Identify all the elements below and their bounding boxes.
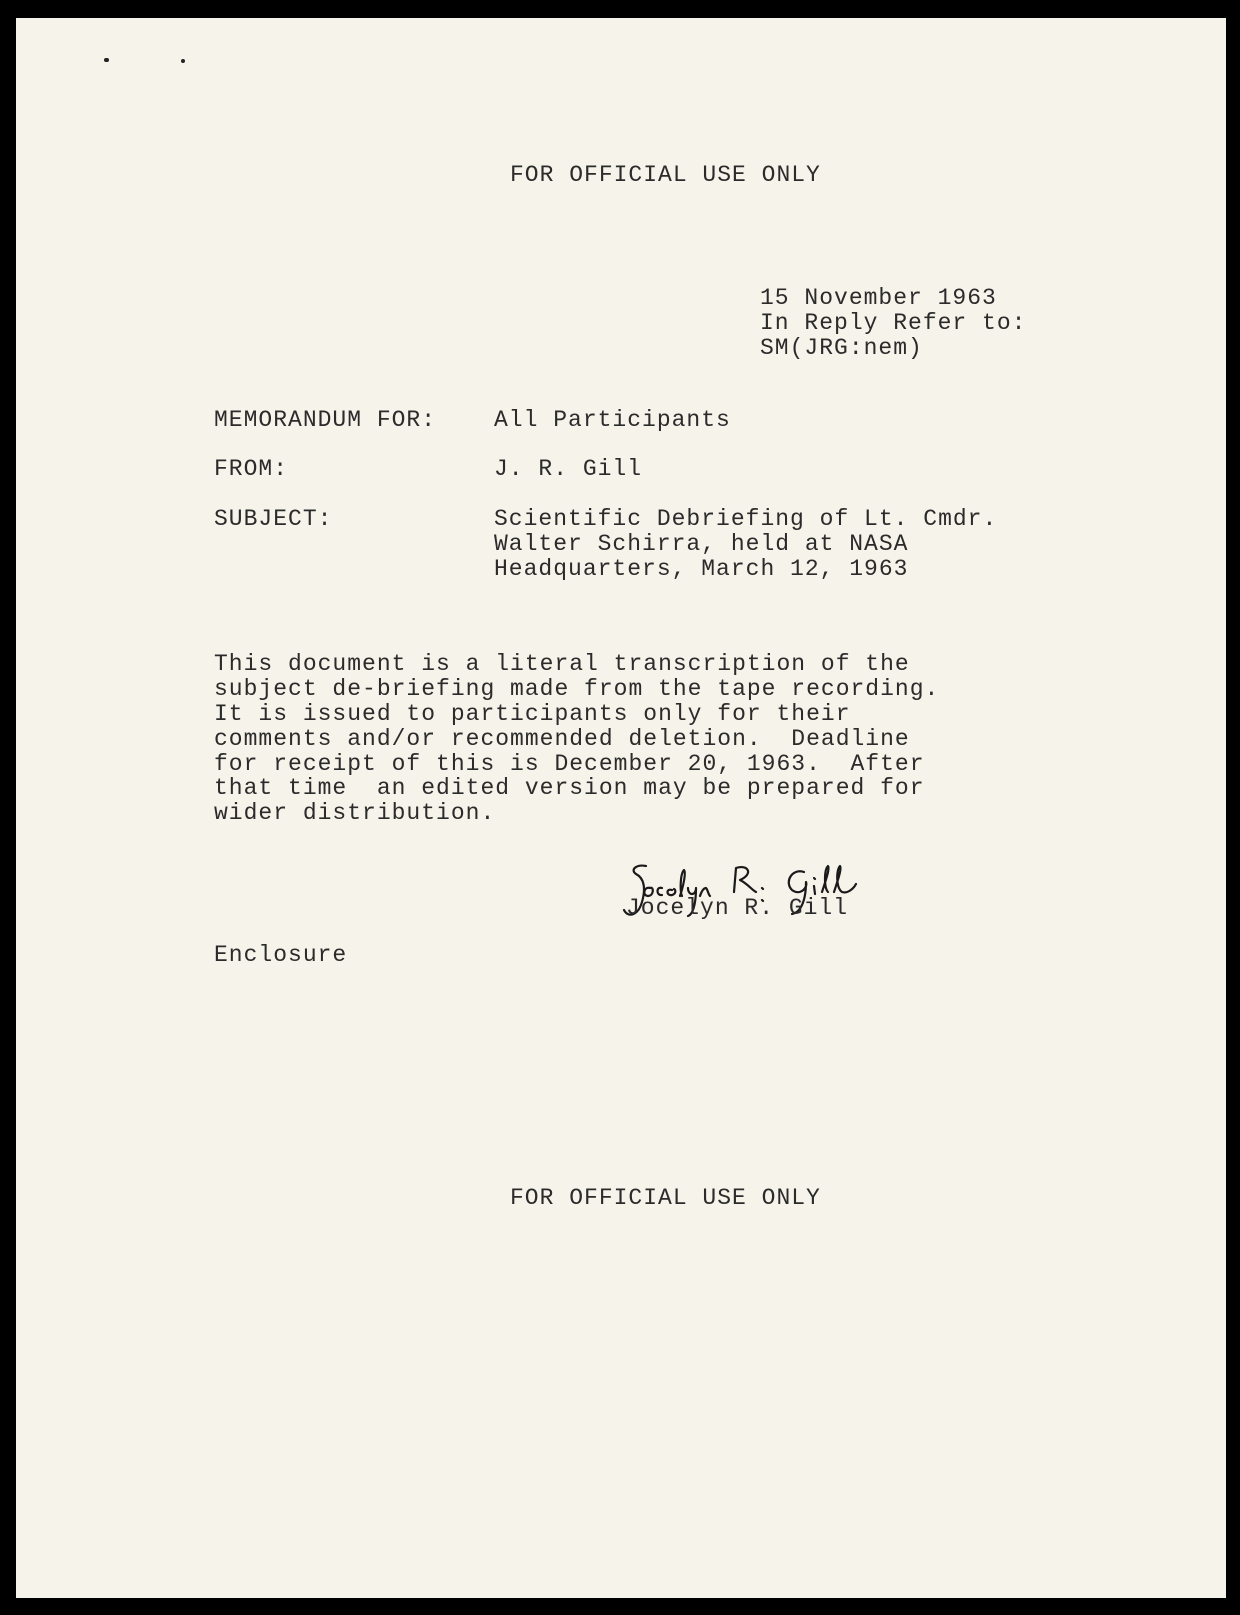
memo-from-value: J. R. Gill xyxy=(494,456,643,482)
memo-for-label: MEMORANDUM FOR: xyxy=(214,407,437,433)
reference-date: 15 November 1963 xyxy=(760,285,997,311)
body-line: subject de-briefing made from the tape recording. xyxy=(214,676,940,702)
typed-signatory-name: Jocelyn R. Gill xyxy=(626,895,849,921)
classification-footer: FOR OFFICIAL USE ONLY xyxy=(510,1185,821,1211)
body-line: It is issued to participants only for their xyxy=(214,701,851,727)
classification-header: FOR OFFICIAL USE ONLY xyxy=(510,162,821,188)
memo-subject-line: Scientific Debriefing of Lt. Cmdr. xyxy=(494,506,998,532)
specks xyxy=(181,59,185,63)
memo-from-label: FROM: xyxy=(214,456,289,482)
body-line: that time an edited version may be prepared for xyxy=(214,775,925,801)
memo-subject-label: SUBJECT: xyxy=(214,506,333,532)
specks xyxy=(104,58,109,62)
reference-reply-line: In Reply Refer to: xyxy=(760,310,1027,336)
body-line: comments and/or recommended deletion. Deadline xyxy=(214,726,910,752)
memo-subject-line: Headquarters, March 12, 1963 xyxy=(494,556,909,582)
document-page xyxy=(16,18,1226,1598)
reference-code: SM(JRG:nem) xyxy=(760,335,923,361)
memo-for-value: All Participants xyxy=(494,407,731,433)
body-line: wider distribution. xyxy=(214,800,496,826)
memo-subject-line: Walter Schirra, held at NASA xyxy=(494,531,909,557)
body-line: This document is a literal transcription of the xyxy=(214,651,910,677)
body-line: for receipt of this is December 20, 1963. After xyxy=(214,751,925,777)
enclosure-note: Enclosure xyxy=(214,942,348,968)
